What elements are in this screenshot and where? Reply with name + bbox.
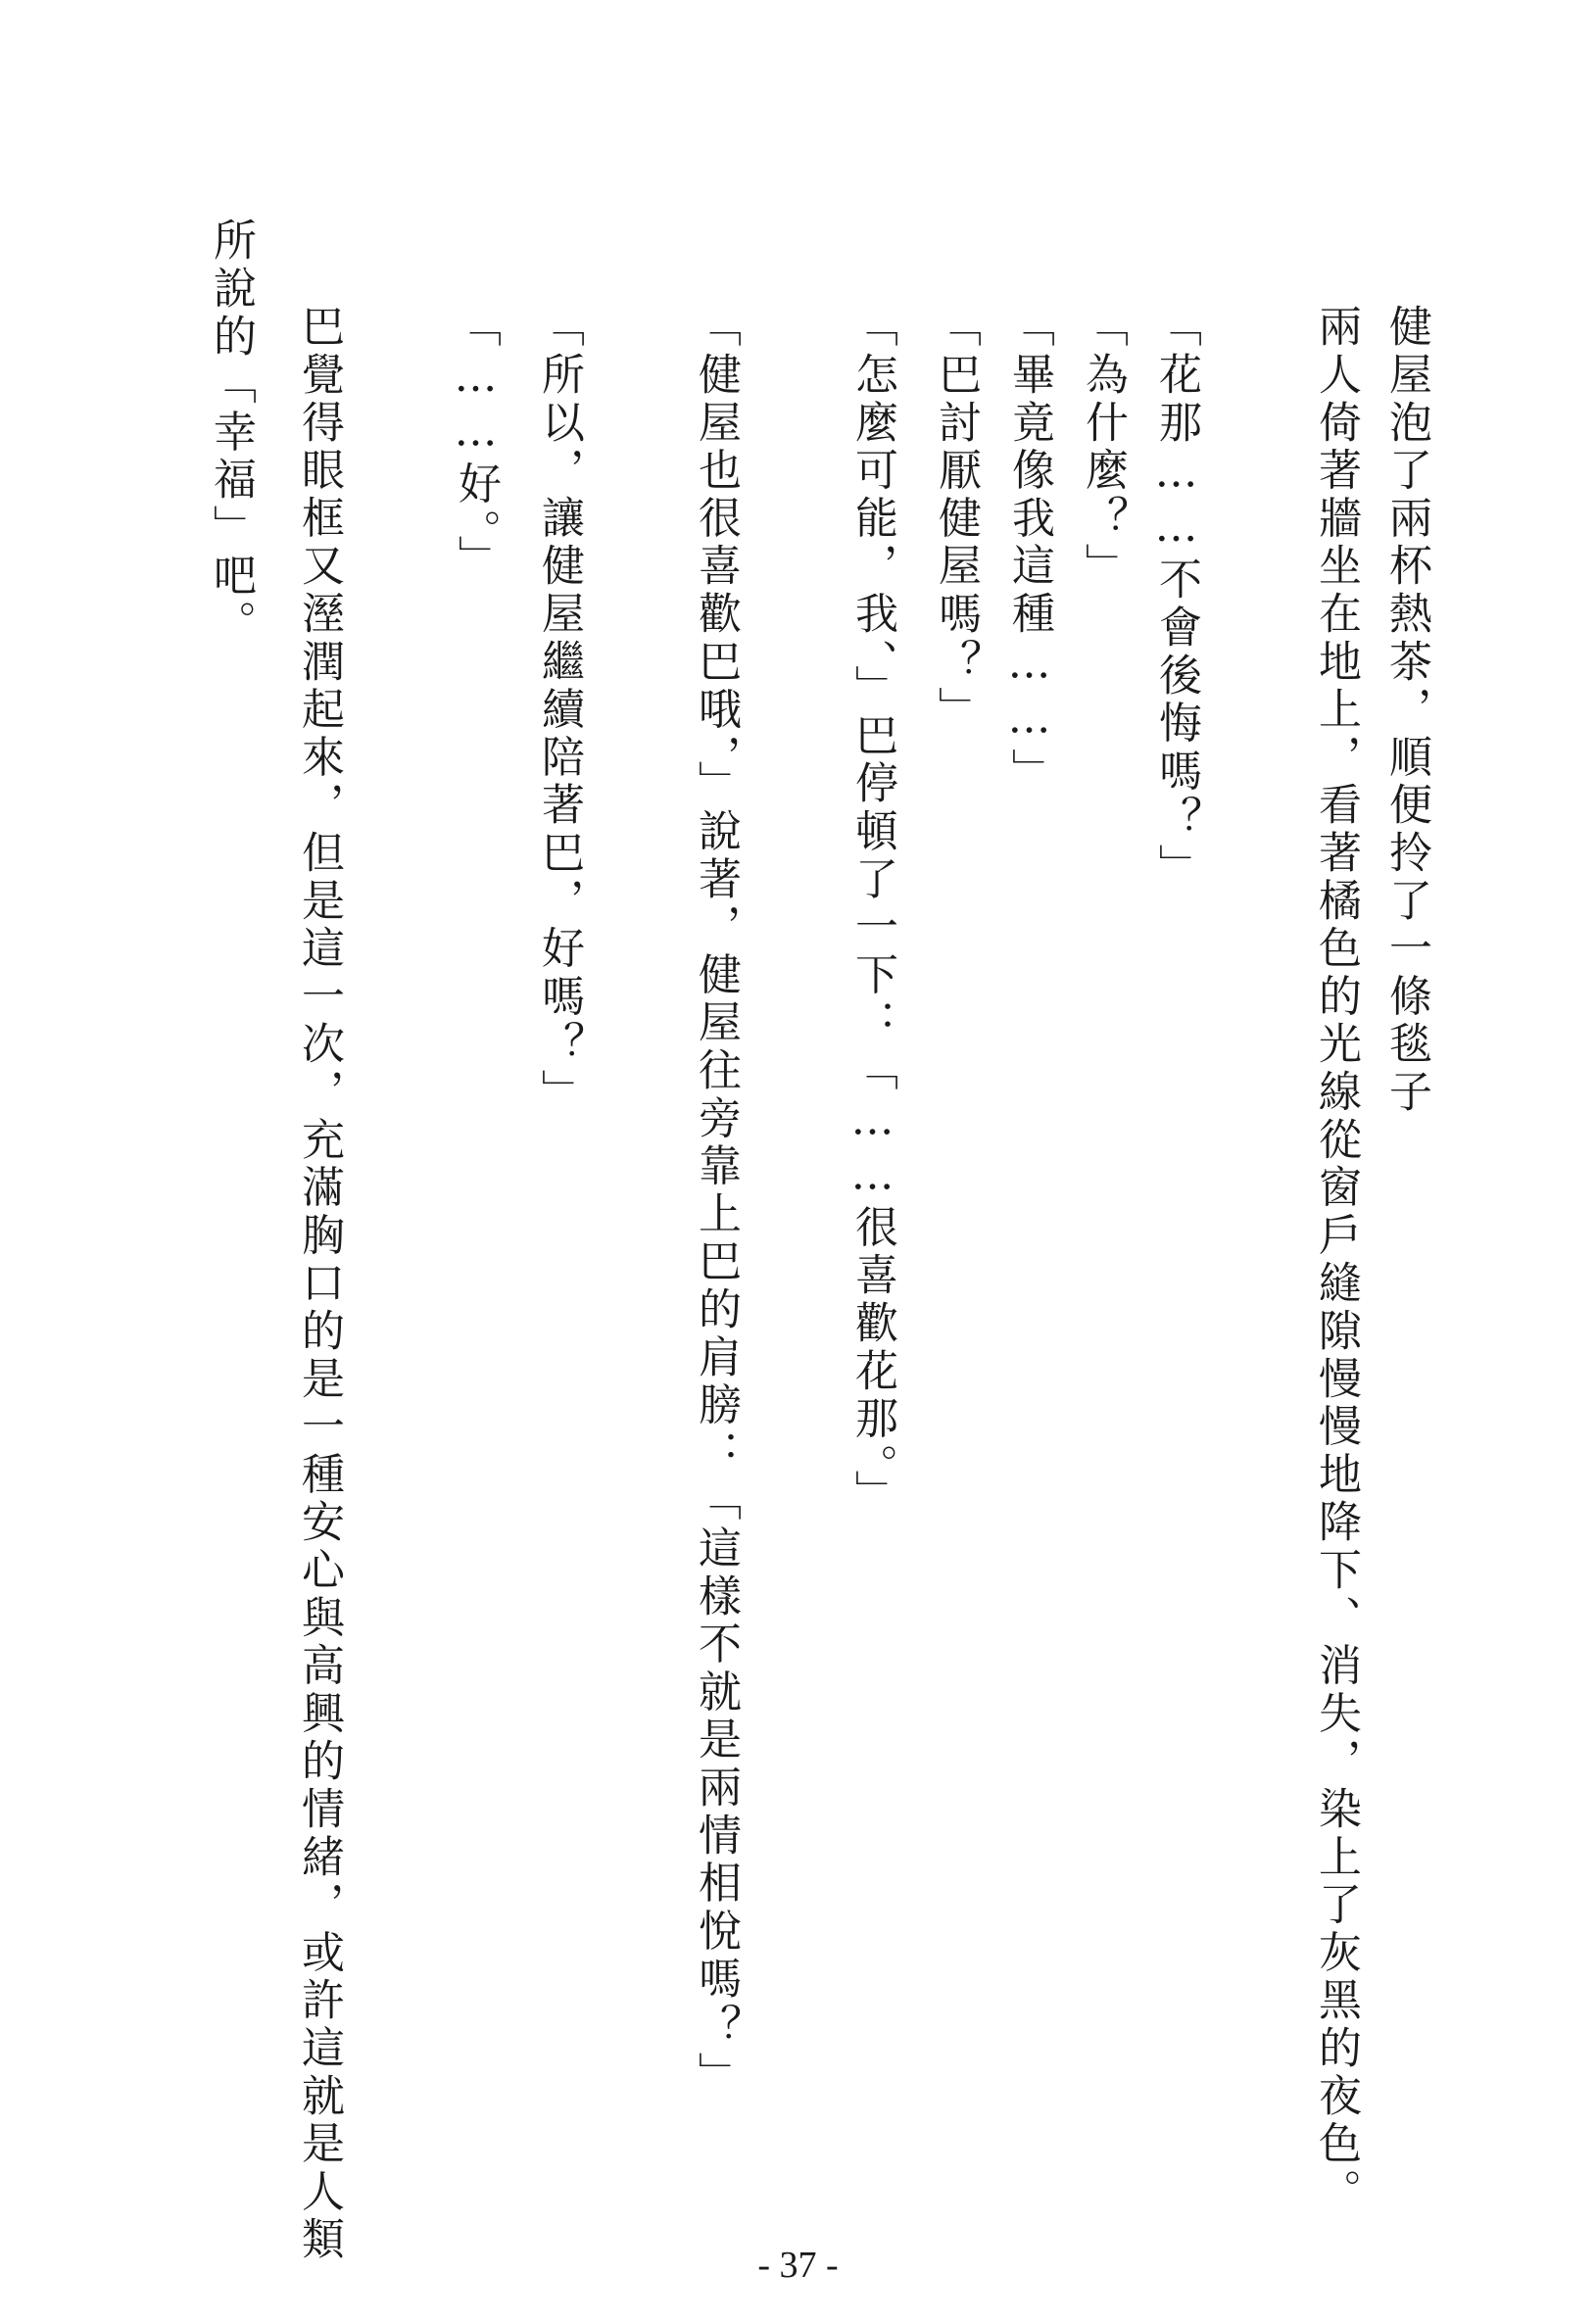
text-column-8: 「健屋也很喜歡巴哦，」說著，健屋往旁靠上巴的肩膀：「這樣不就是兩情相悅嗎？」	[691, 304, 741, 2100]
text-column-7: 「怎麼可能，我、」巴停頓了一下：「……很喜歡花那。」	[847, 304, 897, 1518]
text-column-3: 「花那……不會後悔嗎？」	[1151, 304, 1201, 892]
text-column-2: 兩人倚著牆坐在地上，看著橘色的光線從窗戶縫隙慢慢地降下、消失，染上了灰黑的夜色。	[1311, 304, 1361, 2216]
text-column-11: 巴覺得眼框又溼潤起來，但是這一次，充滿胸口的是一種安心與高興的情緒，或許這就是人類	[294, 304, 344, 2264]
text-column-6: 「巴討厭健屋嗎？」	[931, 304, 981, 735]
text-column-9: 「所以，讓健屋繼續陪著巴，好嗎？」	[534, 304, 584, 1117]
page-number: - 37 -	[757, 2245, 839, 2286]
text-column-1: 健屋泡了兩杯熱茶，順便拎了一條毯子	[1381, 304, 1431, 1117]
text-column-4: 「為什麼？」	[1078, 304, 1128, 591]
text-column-10: 「……好。」	[451, 304, 501, 583]
text-column-12: 所說的「幸福」吧。	[206, 218, 256, 649]
text-column-5: 「畢竟像我這種……」	[1004, 304, 1054, 796]
